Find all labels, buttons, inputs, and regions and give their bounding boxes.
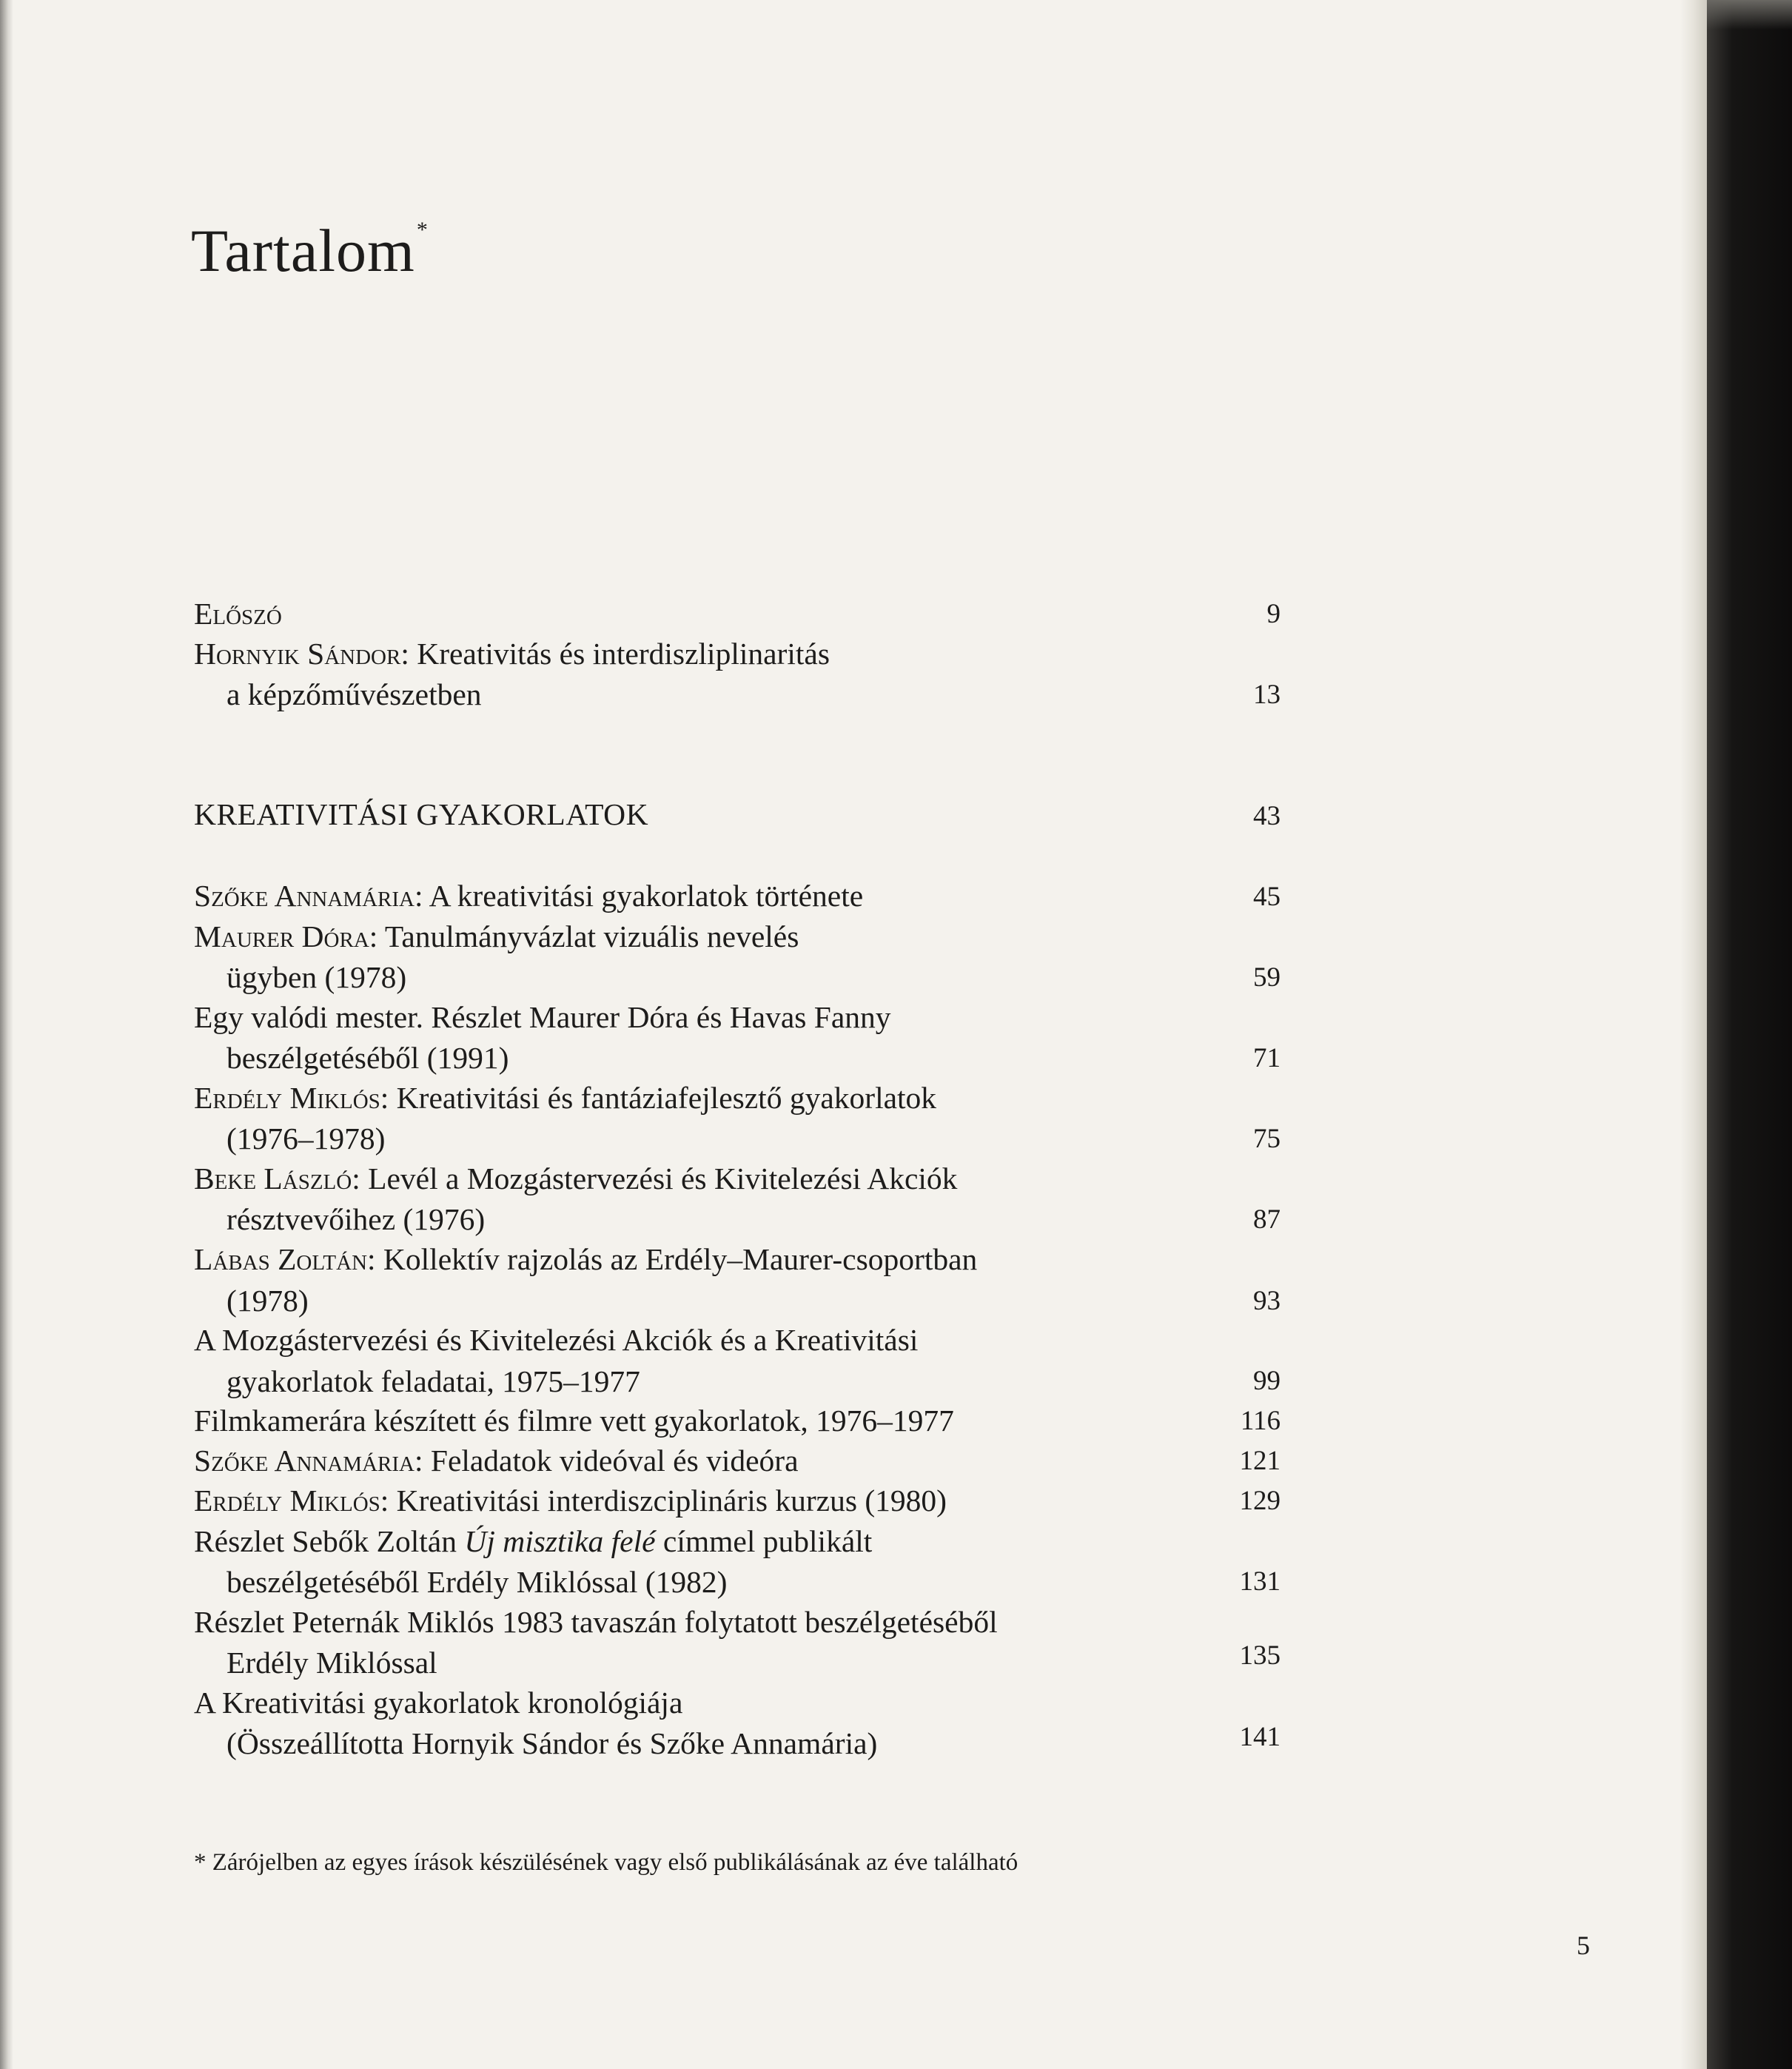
toc-entry: Egy valódi mester. Részlet Maurer Dóra és Havas Fanny <box>194 1000 891 1034</box>
toc-text: : Kreativitási és fantáziafejlesztő gyakorlatok <box>380 1081 937 1115</box>
toc-author: Szőke Annamária <box>194 1443 415 1478</box>
toc-text-italic: Új misztika felé <box>464 1524 656 1558</box>
toc-entry <box>194 1483 947 1518</box>
page-title-text: Tartalom <box>191 217 415 284</box>
toc-page-number: 93 <box>1253 1286 1281 1316</box>
toc-entry-continuation: Erdély Miklóssal <box>226 1646 437 1680</box>
toc-text: Részlet Sebők Zoltán <box>194 1524 465 1558</box>
toc-entry <box>194 1244 977 1275</box>
toc-text: : Tanulmányvázlat vizuális nevelés <box>369 919 799 953</box>
toc-page-number: 75 <box>1253 1124 1281 1154</box>
toc-entry <box>194 1443 799 1478</box>
toc-page-number: 129 <box>1239 1486 1281 1516</box>
scan-edge-left <box>0 0 13 2069</box>
page-number: 5 <box>1577 1931 1590 1960</box>
toc-page-number: 99 <box>1253 1366 1281 1396</box>
toc-page-number: 59 <box>1253 962 1281 993</box>
toc-page-number: 9 <box>1266 599 1281 629</box>
toc-entry-continuation: ügyben (1978) <box>226 960 407 994</box>
toc-text: : Kollektív rajzolás az Erdély–Maurer-csoportban <box>367 1242 978 1276</box>
toc-entry <box>194 1526 872 1557</box>
toc-text: címmel publikált <box>655 1524 873 1558</box>
toc-page-number: 43 <box>1253 801 1281 831</box>
toc-page-number: 121 <box>1239 1446 1281 1476</box>
toc-author: Lábas Zoltán <box>194 1242 368 1276</box>
toc-entry-continuation: (1976–1978) <box>226 1121 386 1156</box>
toc-text: : A kreativitási gyakorlatok története <box>414 879 864 913</box>
toc-entry-continuation: (Összeállította Hornyik Sándor és Szőke Annamária) <box>226 1726 878 1760</box>
toc-entry <box>194 639 830 670</box>
toc-entry: A Kreativitási gyakorlatok kronológiája <box>194 1686 683 1720</box>
toc-text: : Levél a Mozgástervezési és Kivitelezési Akciók <box>352 1161 958 1196</box>
toc-entry <box>194 919 799 953</box>
toc-text: : Feladatok videóval és videóra <box>414 1443 799 1478</box>
toc-author: Erdély Miklós <box>194 1081 380 1115</box>
toc-author: Hornyik Sándor <box>194 637 401 671</box>
toc-page-number: 141 <box>1239 1722 1281 1752</box>
footnote: * Zárójelben az egyes írások készülésének vagy első publikálásának az éve található <box>194 1849 1019 1876</box>
toc-author: Beke László <box>194 1161 352 1196</box>
title-footnote-mark: * <box>416 218 429 242</box>
toc-entry: A Mozgástervezési és Kivitelezési Akciók és a Kreativitási <box>194 1323 919 1357</box>
toc-page-number: 116 <box>1240 1406 1281 1436</box>
toc-entry: Filmkamerára készített és filmre vett gyakorlatok, 1976–1977 <box>194 1404 954 1438</box>
page-title <box>191 216 429 286</box>
toc-entry-continuation: beszélgetéséből Erdély Miklóssal (1982) <box>226 1565 728 1599</box>
toc-entry-continuation: gyakorlatok feladatai, 1975–1977 <box>226 1364 640 1398</box>
toc-page-number: 45 <box>1253 882 1281 912</box>
toc-entry-continuation: (1978) <box>226 1284 309 1318</box>
toc-page-number: 13 <box>1253 680 1281 710</box>
toc-entry <box>194 1161 958 1196</box>
toc-author: Szőke Annamária <box>194 879 415 913</box>
toc-page-number: 71 <box>1253 1043 1281 1073</box>
scan-edge-right-shadow <box>1680 0 1707 2069</box>
toc-entry-continuation: résztvevőihez (1976) <box>226 1202 486 1236</box>
toc-author: Előszó <box>194 597 282 631</box>
toc-entry <box>194 1083 936 1114</box>
toc-author: Maurer Dóra <box>194 919 369 953</box>
toc-text: : Kreativitási interdiszciplináris kurzus (1980) <box>380 1483 947 1518</box>
section-heading: KREATIVITÁSI GYAKORLATOK <box>194 797 649 831</box>
toc-text: : Kreativitás és interdiszliplinaritás <box>400 637 830 671</box>
toc-page-number: 87 <box>1253 1204 1281 1235</box>
toc-entry-continuation: beszélgetéséből (1991) <box>226 1041 509 1075</box>
toc-entry-eloszo <box>194 599 282 630</box>
scan-edge-right <box>1707 0 1792 2069</box>
toc-page-number: 131 <box>1239 1566 1281 1597</box>
toc-entry: Részlet Peternák Miklós 1983 tavaszán folytatott beszélgetéséből <box>194 1605 998 1639</box>
toc-page-number: 135 <box>1239 1640 1281 1671</box>
toc-author: Erdély Miklós <box>194 1483 380 1518</box>
toc-entry-continuation: a képzőművészetben <box>226 677 482 711</box>
toc-entry <box>194 881 863 912</box>
